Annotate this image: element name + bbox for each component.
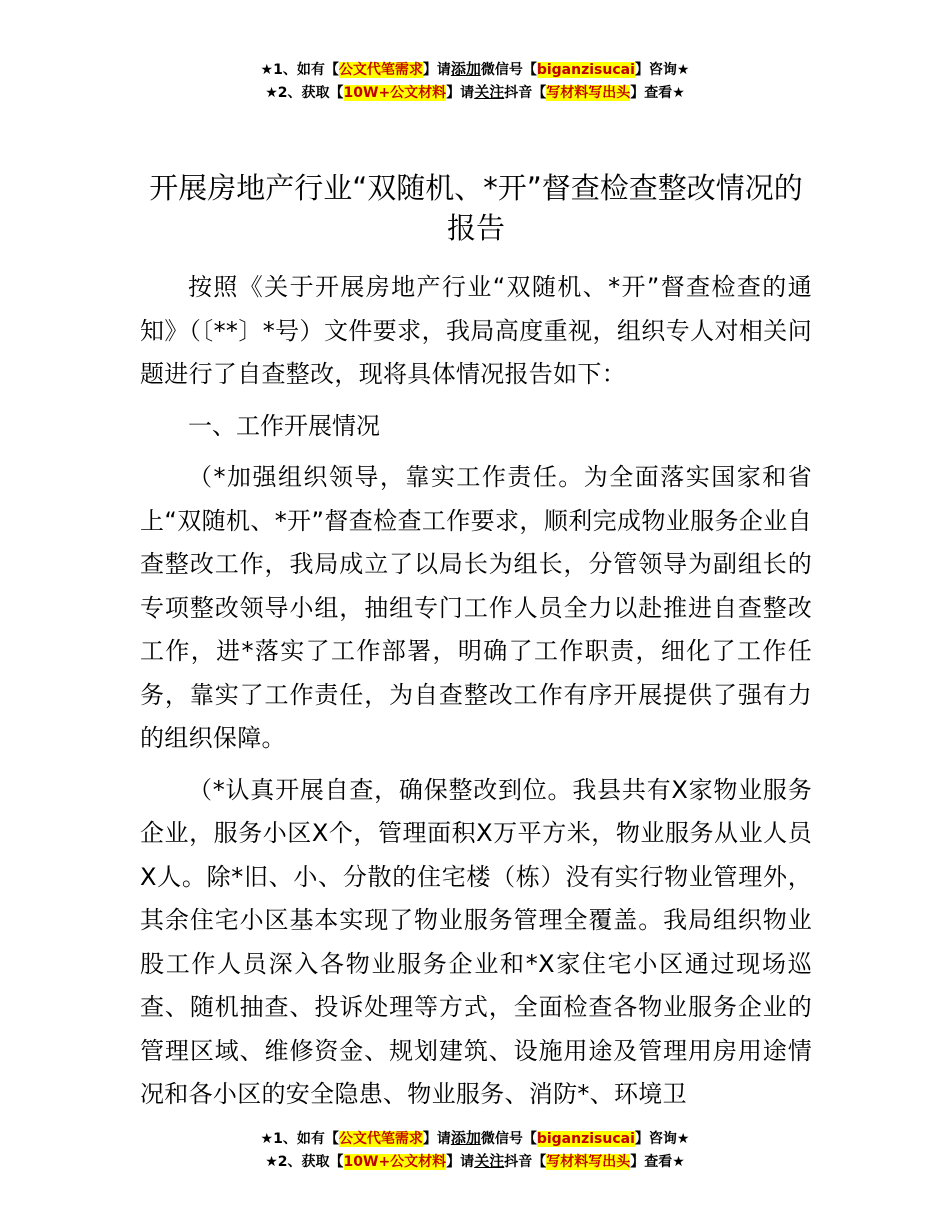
- body-paragraph: （*认真开展自查，确保整改到位。我县共有X家物业服务企业，服务小区X个，管理面积X万平方米，物业服务从业人员X人。除*旧、小、分散的住宅楼（栋）没有实行物业管理外，其余住宅小区基本实现了物业服务管理全覆盖。我局组织物业股工作人员深入各物业服务企业和*X家住宅小区通过现场巡查、随机抽查、投诉处理等方式，全面检查各物业服务企业的管理区域、维修资金、规划建筑、设施用途及管理用房用途情况和各小区的安全隐患、物业服务、消防*、环境卫: [140, 775, 812, 1108]
- banner-line-2: ★2、获取【10W+公文材料】请关注抖音【写材料写出头】查看★: [265, 1152, 685, 1170]
- header-banner: [0, 58, 950, 104]
- document-title: 开展房地产行业“双随机、*开”督查检查整改情况的报告: [149, 171, 803, 245]
- banner-highlight: 写材料写出头: [546, 1154, 631, 1170]
- banner-highlight: 10W+公文材料: [343, 1154, 447, 1170]
- document-body: [140, 168, 812, 1125]
- body-paragraph: （*加强组织领导，靠实工作责任。为全面落实国家和省上“双随机、*开”督查检查工作要求，顺利完成物业服务企业自查整改工作，我局成立了以局长为组长，分管领导为副组长的专项整改领导小组，抽组专门工作人员全力以赴推进自查整改工作，进*落实了工作部署，明确了工作职责，细化了工作任务，靠实了工作责任，为自查整改工作有序开展提供了强有力的组织保障。: [140, 463, 812, 752]
- banner-line-2: ★2、获取【10W+公文材料】请关注抖音【写材料写出头】查看★: [265, 83, 685, 101]
- banner-highlight: 公文代笔需求: [338, 62, 423, 78]
- banner-highlight: 公文代笔需求: [338, 1131, 423, 1147]
- banner-highlight: 10W+公文材料: [343, 85, 447, 101]
- section-heading: 一、工作开展情况: [188, 411, 380, 440]
- intro-paragraph: 按照《关于开展房地产行业“双随机、*开”督查检查的通知》（〔**〕*号）文件要求，我局高度重视，组织专人对相关问题进行了自查整改，现将具体情况报告如下：: [140, 273, 812, 388]
- banner-highlight: biganzisucai: [536, 1131, 635, 1147]
- banner-line-1: ★1、如有【公文代笔需求】请添加微信号【biganzisucai】咨询★: [260, 60, 690, 78]
- banner-highlight: 写材料写出头: [546, 85, 631, 101]
- banner-line-1: ★1、如有【公文代笔需求】请添加微信号【biganzisucai】咨询★: [260, 1129, 690, 1147]
- footer-banner: [0, 1127, 950, 1173]
- banner-highlight: biganzisucai: [536, 62, 635, 78]
